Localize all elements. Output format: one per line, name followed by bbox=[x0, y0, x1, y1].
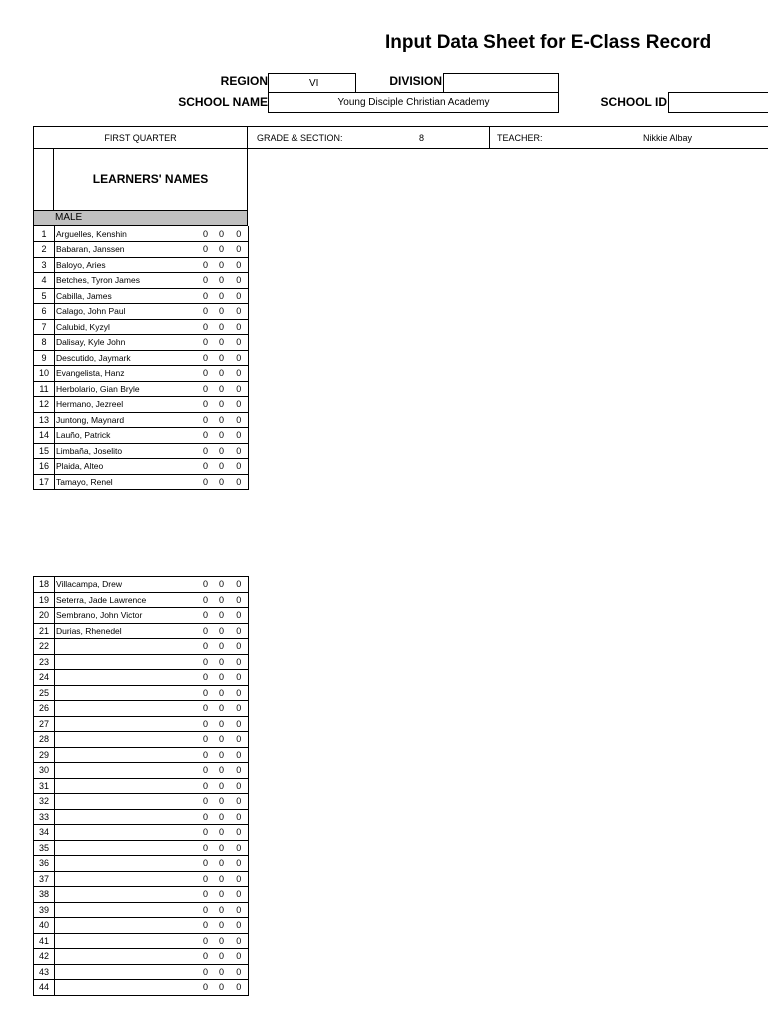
row-number: 29 bbox=[34, 747, 55, 763]
score-cell[interactable]: 0 bbox=[214, 794, 230, 810]
score-cell[interactable]: 0 bbox=[198, 825, 214, 841]
row-number: 35 bbox=[34, 840, 55, 856]
score-cell[interactable]: 0 bbox=[214, 257, 230, 273]
learner-name-cell[interactable] bbox=[55, 732, 198, 748]
row-number: 20 bbox=[34, 608, 55, 624]
row-number: 28 bbox=[34, 732, 55, 748]
row-number: 36 bbox=[34, 856, 55, 872]
row-number: 22 bbox=[34, 639, 55, 655]
table-row bbox=[34, 304, 249, 320]
score-cell[interactable]: 0 bbox=[198, 856, 214, 872]
table-row bbox=[34, 319, 249, 335]
learner-name-cell[interactable] bbox=[55, 747, 198, 763]
table-row bbox=[34, 459, 249, 475]
row-number: 43 bbox=[34, 964, 55, 980]
row-number: 19 bbox=[34, 592, 55, 608]
score-cell[interactable]: 0 bbox=[198, 949, 214, 965]
score-cell[interactable]: 0 bbox=[230, 778, 249, 794]
score-cell[interactable]: 0 bbox=[230, 747, 249, 763]
score-cell[interactable]: 0 bbox=[214, 856, 230, 872]
score-cell[interactable]: 0 bbox=[214, 474, 230, 490]
score-cell[interactable]: 0 bbox=[214, 871, 230, 887]
table-row bbox=[34, 257, 249, 273]
score-cell[interactable]: 0 bbox=[230, 825, 249, 841]
score-cell[interactable]: 0 bbox=[214, 288, 230, 304]
score-cell[interactable]: 0 bbox=[214, 443, 230, 459]
table-row bbox=[34, 964, 249, 980]
score-cell[interactable]: 0 bbox=[230, 918, 249, 934]
row-number: 42 bbox=[34, 949, 55, 965]
score-cell[interactable]: 0 bbox=[198, 577, 214, 593]
score-cell[interactable]: 0 bbox=[230, 639, 249, 655]
table-row bbox=[34, 335, 249, 351]
learner-name-cell[interactable]: Tamayo, Renel bbox=[55, 474, 198, 490]
score-cell[interactable]: 0 bbox=[198, 623, 214, 639]
row-number: 7 bbox=[34, 319, 55, 335]
learner-name-cell[interactable]: Juntong, Maynard bbox=[55, 412, 198, 428]
score-cell[interactable]: 0 bbox=[198, 887, 214, 903]
row-number: 33 bbox=[34, 809, 55, 825]
row-number: 37 bbox=[34, 871, 55, 887]
score-cell[interactable]: 0 bbox=[214, 933, 230, 949]
learner-name-cell[interactable]: Baloyo, Aries bbox=[55, 257, 198, 273]
score-cell[interactable]: 0 bbox=[214, 918, 230, 934]
row-number: 11 bbox=[34, 381, 55, 397]
learner-name-cell[interactable] bbox=[55, 716, 198, 732]
score-cell[interactable]: 0 bbox=[230, 366, 249, 382]
grade-section-cell bbox=[248, 127, 490, 148]
school-id-label: SCHOOL ID bbox=[600, 95, 667, 109]
grade-section-label: GRADE & SECTION: bbox=[257, 132, 343, 143]
learner-name-cell[interactable]: Limbaña, Joselito bbox=[55, 443, 198, 459]
score-cell[interactable]: 0 bbox=[230, 412, 249, 428]
learner-name-cell[interactable]: Herbolario, Gian Bryle bbox=[55, 381, 198, 397]
table-row bbox=[34, 716, 249, 732]
table-row bbox=[34, 273, 249, 289]
score-cell[interactable]: 0 bbox=[230, 350, 249, 366]
quarter-label: FIRST QUARTER bbox=[34, 127, 248, 148]
row-number: 40 bbox=[34, 918, 55, 934]
page-title: Input Data Sheet for E-Class Record bbox=[385, 32, 712, 53]
score-cell[interactable]: 0 bbox=[214, 825, 230, 841]
row-number: 41 bbox=[34, 933, 55, 949]
score-cell[interactable]: 0 bbox=[230, 257, 249, 273]
grade-section-value[interactable]: 8 bbox=[419, 132, 425, 143]
row-number: 21 bbox=[34, 623, 55, 639]
score-cell[interactable]: 0 bbox=[198, 933, 214, 949]
table-row bbox=[34, 397, 249, 413]
score-cell[interactable]: 0 bbox=[198, 794, 214, 810]
score-cell[interactable]: 0 bbox=[230, 856, 249, 872]
score-cell[interactable]: 0 bbox=[214, 608, 230, 624]
score-cell[interactable]: 0 bbox=[214, 701, 230, 717]
learner-name-cell[interactable] bbox=[55, 763, 198, 779]
score-cell[interactable]: 0 bbox=[198, 474, 214, 490]
learner-name-cell[interactable] bbox=[55, 980, 198, 996]
learner-name-cell[interactable] bbox=[55, 778, 198, 794]
score-cell[interactable]: 0 bbox=[198, 443, 214, 459]
learner-name-cell[interactable]: Descutido, Jaymark bbox=[55, 350, 198, 366]
class-info-row bbox=[33, 126, 768, 149]
table-row bbox=[34, 980, 249, 996]
learner-name-cell[interactable]: Arguelles, Kenshin bbox=[55, 226, 198, 242]
score-cell[interactable]: 0 bbox=[214, 964, 230, 980]
score-cell[interactable]: 0 bbox=[198, 412, 214, 428]
score-cell[interactable]: 0 bbox=[198, 592, 214, 608]
row-number: 38 bbox=[34, 887, 55, 903]
table-row bbox=[34, 443, 249, 459]
row-number: 23 bbox=[34, 654, 55, 670]
school-id-field[interactable] bbox=[668, 92, 768, 113]
score-cell[interactable]: 0 bbox=[230, 933, 249, 949]
score-cell[interactable]: 0 bbox=[230, 980, 249, 996]
score-cell[interactable]: 0 bbox=[198, 381, 214, 397]
school-name-field[interactable]: Young Disciple Christian Academy bbox=[268, 92, 559, 113]
learner-name-cell[interactable] bbox=[55, 918, 198, 934]
score-cell[interactable]: 0 bbox=[198, 685, 214, 701]
score-cell[interactable]: 0 bbox=[230, 654, 249, 670]
table-row bbox=[34, 778, 249, 794]
score-cell[interactable]: 0 bbox=[198, 902, 214, 918]
table-row bbox=[34, 856, 249, 872]
row-number: 1 bbox=[34, 226, 55, 242]
score-cell[interactable]: 0 bbox=[214, 335, 230, 351]
row-number: 32 bbox=[34, 794, 55, 810]
score-cell[interactable]: 0 bbox=[198, 716, 214, 732]
score-cell[interactable]: 0 bbox=[230, 242, 249, 258]
learner-name-cell[interactable] bbox=[55, 949, 198, 965]
score-cell[interactable]: 0 bbox=[214, 412, 230, 428]
row-number: 12 bbox=[34, 397, 55, 413]
table-row bbox=[34, 670, 249, 686]
teacher-label: TEACHER: bbox=[497, 132, 543, 143]
table-row bbox=[34, 226, 249, 242]
table-row bbox=[34, 608, 249, 624]
score-cell[interactable]: 0 bbox=[230, 319, 249, 335]
learner-name-cell[interactable] bbox=[55, 794, 198, 810]
continued-learners-table bbox=[33, 576, 249, 996]
score-cell[interactable]: 0 bbox=[230, 887, 249, 903]
score-cell[interactable]: 0 bbox=[214, 809, 230, 825]
score-cell[interactable]: 0 bbox=[230, 902, 249, 918]
table-row bbox=[34, 747, 249, 763]
score-cell[interactable]: 0 bbox=[230, 592, 249, 608]
score-cell[interactable]: 0 bbox=[214, 397, 230, 413]
learner-name-cell[interactable]: Babaran, Janssen bbox=[55, 242, 198, 258]
learner-name-cell[interactable]: Calago, John Paul bbox=[55, 304, 198, 320]
table-row bbox=[34, 732, 249, 748]
table-row bbox=[34, 592, 249, 608]
score-cell[interactable]: 0 bbox=[230, 381, 249, 397]
score-cell[interactable]: 0 bbox=[198, 701, 214, 717]
learner-name-cell[interactable] bbox=[55, 887, 198, 903]
table-row bbox=[34, 654, 249, 670]
row-number: 8 bbox=[34, 335, 55, 351]
score-cell[interactable]: 0 bbox=[198, 809, 214, 825]
table-row bbox=[34, 902, 249, 918]
learner-name-cell[interactable] bbox=[55, 825, 198, 841]
learner-name-cell[interactable]: Dalisay, Kyle John bbox=[55, 335, 198, 351]
table-row bbox=[34, 242, 249, 258]
learners-names-header bbox=[33, 148, 248, 211]
table-row bbox=[34, 366, 249, 382]
table-row bbox=[34, 474, 249, 490]
score-cell[interactable]: 0 bbox=[230, 397, 249, 413]
score-cell[interactable]: 0 bbox=[198, 428, 214, 444]
score-cell[interactable]: 0 bbox=[230, 226, 249, 242]
table-row bbox=[34, 949, 249, 965]
score-cell[interactable]: 0 bbox=[198, 608, 214, 624]
score-cell[interactable]: 0 bbox=[230, 428, 249, 444]
region-label: REGION bbox=[220, 74, 268, 88]
score-cell[interactable]: 0 bbox=[230, 871, 249, 887]
row-number: 3 bbox=[34, 257, 55, 273]
learner-name-cell[interactable] bbox=[55, 856, 198, 872]
score-cell[interactable]: 0 bbox=[198, 840, 214, 856]
score-cell[interactable]: 0 bbox=[214, 778, 230, 794]
row-number: 16 bbox=[34, 459, 55, 475]
score-cell[interactable]: 0 bbox=[198, 670, 214, 686]
row-number: 39 bbox=[34, 902, 55, 918]
score-cell[interactable]: 0 bbox=[230, 794, 249, 810]
score-cell[interactable]: 0 bbox=[214, 902, 230, 918]
row-number: 34 bbox=[34, 825, 55, 841]
learner-name-cell[interactable]: Durias, Rhenedel bbox=[55, 623, 198, 639]
learner-name-cell[interactable]: Cabilla, James bbox=[55, 288, 198, 304]
learners-names-label: LEARNERS' NAMES bbox=[92, 172, 209, 186]
learner-name-cell[interactable] bbox=[55, 902, 198, 918]
table-row bbox=[34, 577, 249, 593]
score-cell[interactable]: 0 bbox=[198, 763, 214, 779]
score-cell[interactable]: 0 bbox=[214, 747, 230, 763]
learner-name-cell[interactable]: Betches, Tyron James bbox=[55, 273, 198, 289]
learner-name-cell[interactable]: Calubid, Kyzyl bbox=[55, 319, 198, 335]
table-row bbox=[34, 639, 249, 655]
table-row bbox=[34, 685, 249, 701]
learner-name-cell[interactable] bbox=[55, 871, 198, 887]
score-cell[interactable]: 0 bbox=[198, 918, 214, 934]
table-row bbox=[34, 794, 249, 810]
male-learners-table bbox=[33, 226, 249, 490]
learner-name-cell[interactable]: Sembrano, John Victor bbox=[55, 608, 198, 624]
row-number: 5 bbox=[34, 288, 55, 304]
row-number: 18 bbox=[34, 577, 55, 593]
score-cell[interactable]: 0 bbox=[214, 623, 230, 639]
row-number: 2 bbox=[34, 242, 55, 258]
score-cell[interactable]: 0 bbox=[230, 304, 249, 320]
learner-name-cell[interactable] bbox=[55, 809, 198, 825]
row-number: 44 bbox=[34, 980, 55, 996]
score-cell[interactable]: 0 bbox=[230, 685, 249, 701]
row-number: 4 bbox=[34, 273, 55, 289]
score-cell[interactable]: 0 bbox=[214, 685, 230, 701]
table-row bbox=[34, 381, 249, 397]
score-cell[interactable]: 0 bbox=[214, 716, 230, 732]
row-number: 30 bbox=[34, 763, 55, 779]
score-cell[interactable]: 0 bbox=[214, 654, 230, 670]
learner-name-cell[interactable] bbox=[55, 933, 198, 949]
score-cell[interactable]: 0 bbox=[198, 778, 214, 794]
score-cell[interactable]: 0 bbox=[214, 242, 230, 258]
table-row bbox=[34, 350, 249, 366]
score-cell[interactable]: 0 bbox=[214, 381, 230, 397]
division-label: DIVISION bbox=[389, 74, 442, 88]
score-cell[interactable]: 0 bbox=[230, 335, 249, 351]
score-cell[interactable]: 0 bbox=[230, 763, 249, 779]
row-number: 13 bbox=[34, 412, 55, 428]
learner-name-cell[interactable]: Evangelista, Hanz bbox=[55, 366, 198, 382]
score-cell[interactable]: 0 bbox=[198, 366, 214, 382]
score-cell[interactable]: 0 bbox=[230, 701, 249, 717]
row-number: 25 bbox=[34, 685, 55, 701]
male-section-header bbox=[33, 210, 248, 226]
score-cell[interactable]: 0 bbox=[198, 732, 214, 748]
score-cell[interactable]: 0 bbox=[214, 226, 230, 242]
score-cell[interactable]: 0 bbox=[198, 304, 214, 320]
teacher-cell bbox=[490, 127, 768, 148]
score-cell[interactable]: 0 bbox=[214, 980, 230, 996]
male-label: MALE bbox=[55, 212, 83, 223]
score-cell[interactable]: 0 bbox=[214, 887, 230, 903]
score-cell[interactable]: 0 bbox=[214, 763, 230, 779]
learner-name-cell[interactable]: Plaida, Alteo bbox=[55, 459, 198, 475]
table-row bbox=[34, 825, 249, 841]
row-number: 31 bbox=[34, 778, 55, 794]
region-field[interactable]: VI bbox=[268, 73, 356, 93]
score-cell[interactable]: 0 bbox=[198, 964, 214, 980]
row-number: 17 bbox=[34, 474, 55, 490]
score-cell[interactable]: 0 bbox=[230, 732, 249, 748]
table-row bbox=[34, 887, 249, 903]
score-cell[interactable]: 0 bbox=[230, 949, 249, 965]
table-row bbox=[34, 871, 249, 887]
table-row bbox=[34, 623, 249, 639]
score-cell[interactable]: 0 bbox=[214, 670, 230, 686]
row-number: 9 bbox=[34, 350, 55, 366]
table-row bbox=[34, 763, 249, 779]
score-cell[interactable]: 0 bbox=[198, 226, 214, 242]
score-cell[interactable]: 0 bbox=[214, 304, 230, 320]
row-number: 15 bbox=[34, 443, 55, 459]
table-row bbox=[34, 840, 249, 856]
score-cell[interactable]: 0 bbox=[214, 350, 230, 366]
table-row bbox=[34, 428, 249, 444]
table-row bbox=[34, 918, 249, 934]
score-cell[interactable]: 0 bbox=[214, 592, 230, 608]
score-cell[interactable]: 0 bbox=[230, 608, 249, 624]
score-cell[interactable]: 0 bbox=[198, 459, 214, 475]
score-cell[interactable]: 0 bbox=[230, 840, 249, 856]
learner-name-cell[interactable]: Hermano, Jezreel bbox=[55, 397, 198, 413]
score-cell[interactable]: 0 bbox=[214, 366, 230, 382]
score-cell[interactable]: 0 bbox=[198, 319, 214, 335]
score-cell[interactable]: 0 bbox=[198, 257, 214, 273]
score-cell[interactable]: 0 bbox=[230, 273, 249, 289]
score-cell[interactable]: 0 bbox=[230, 577, 249, 593]
learner-name-cell[interactable] bbox=[55, 654, 198, 670]
table-row bbox=[34, 288, 249, 304]
row-number: 26 bbox=[34, 701, 55, 717]
score-cell[interactable]: 0 bbox=[230, 809, 249, 825]
row-number: 10 bbox=[34, 366, 55, 382]
score-cell[interactable]: 0 bbox=[198, 639, 214, 655]
score-cell[interactable]: 0 bbox=[198, 871, 214, 887]
teacher-value[interactable]: Nikkie Albay bbox=[643, 132, 693, 143]
score-cell[interactable]: 0 bbox=[230, 288, 249, 304]
score-cell[interactable]: 0 bbox=[214, 840, 230, 856]
table-row bbox=[34, 933, 249, 949]
score-cell[interactable]: 0 bbox=[198, 288, 214, 304]
score-cell[interactable]: 0 bbox=[230, 964, 249, 980]
score-cell[interactable]: 0 bbox=[214, 577, 230, 593]
score-cell[interactable]: 0 bbox=[214, 459, 230, 475]
score-cell[interactable]: 0 bbox=[214, 428, 230, 444]
learner-name-cell[interactable] bbox=[55, 701, 198, 717]
score-cell[interactable]: 0 bbox=[230, 623, 249, 639]
score-cell[interactable]: 0 bbox=[230, 474, 249, 490]
learner-name-cell[interactable]: Seterra, Jade Lawrence bbox=[55, 592, 198, 608]
number-column-header bbox=[34, 148, 54, 210]
score-cell[interactable]: 0 bbox=[198, 242, 214, 258]
score-cell[interactable]: 0 bbox=[198, 273, 214, 289]
score-cell[interactable]: 0 bbox=[214, 273, 230, 289]
table-row bbox=[34, 701, 249, 717]
row-number: 27 bbox=[34, 716, 55, 732]
score-cell[interactable]: 0 bbox=[230, 459, 249, 475]
score-cell[interactable]: 0 bbox=[198, 350, 214, 366]
score-cell[interactable]: 0 bbox=[198, 397, 214, 413]
learner-name-cell[interactable]: Villacampa, Drew bbox=[55, 577, 198, 593]
score-cell[interactable]: 0 bbox=[214, 319, 230, 335]
learner-name-cell[interactable] bbox=[55, 685, 198, 701]
learner-name-cell[interactable]: Lauño, Patrick bbox=[55, 428, 198, 444]
row-number: 24 bbox=[34, 670, 55, 686]
score-cell[interactable]: 0 bbox=[198, 335, 214, 351]
division-field[interactable] bbox=[443, 73, 559, 93]
row-number: 14 bbox=[34, 428, 55, 444]
learner-name-cell[interactable] bbox=[55, 670, 198, 686]
score-cell[interactable]: 0 bbox=[214, 949, 230, 965]
learner-name-cell[interactable] bbox=[55, 639, 198, 655]
score-cell[interactable]: 0 bbox=[198, 654, 214, 670]
score-cell[interactable]: 0 bbox=[198, 980, 214, 996]
learner-name-cell[interactable] bbox=[55, 840, 198, 856]
score-cell[interactable]: 0 bbox=[198, 747, 214, 763]
score-cell[interactable]: 0 bbox=[214, 732, 230, 748]
score-cell[interactable]: 0 bbox=[214, 639, 230, 655]
table-row bbox=[34, 809, 249, 825]
score-cell[interactable]: 0 bbox=[230, 670, 249, 686]
row-number: 6 bbox=[34, 304, 55, 320]
learner-name-cell[interactable] bbox=[55, 964, 198, 980]
school-name-label: SCHOOL NAME bbox=[178, 95, 268, 109]
score-cell[interactable]: 0 bbox=[230, 716, 249, 732]
table-row bbox=[34, 412, 249, 428]
score-cell[interactable]: 0 bbox=[230, 443, 249, 459]
